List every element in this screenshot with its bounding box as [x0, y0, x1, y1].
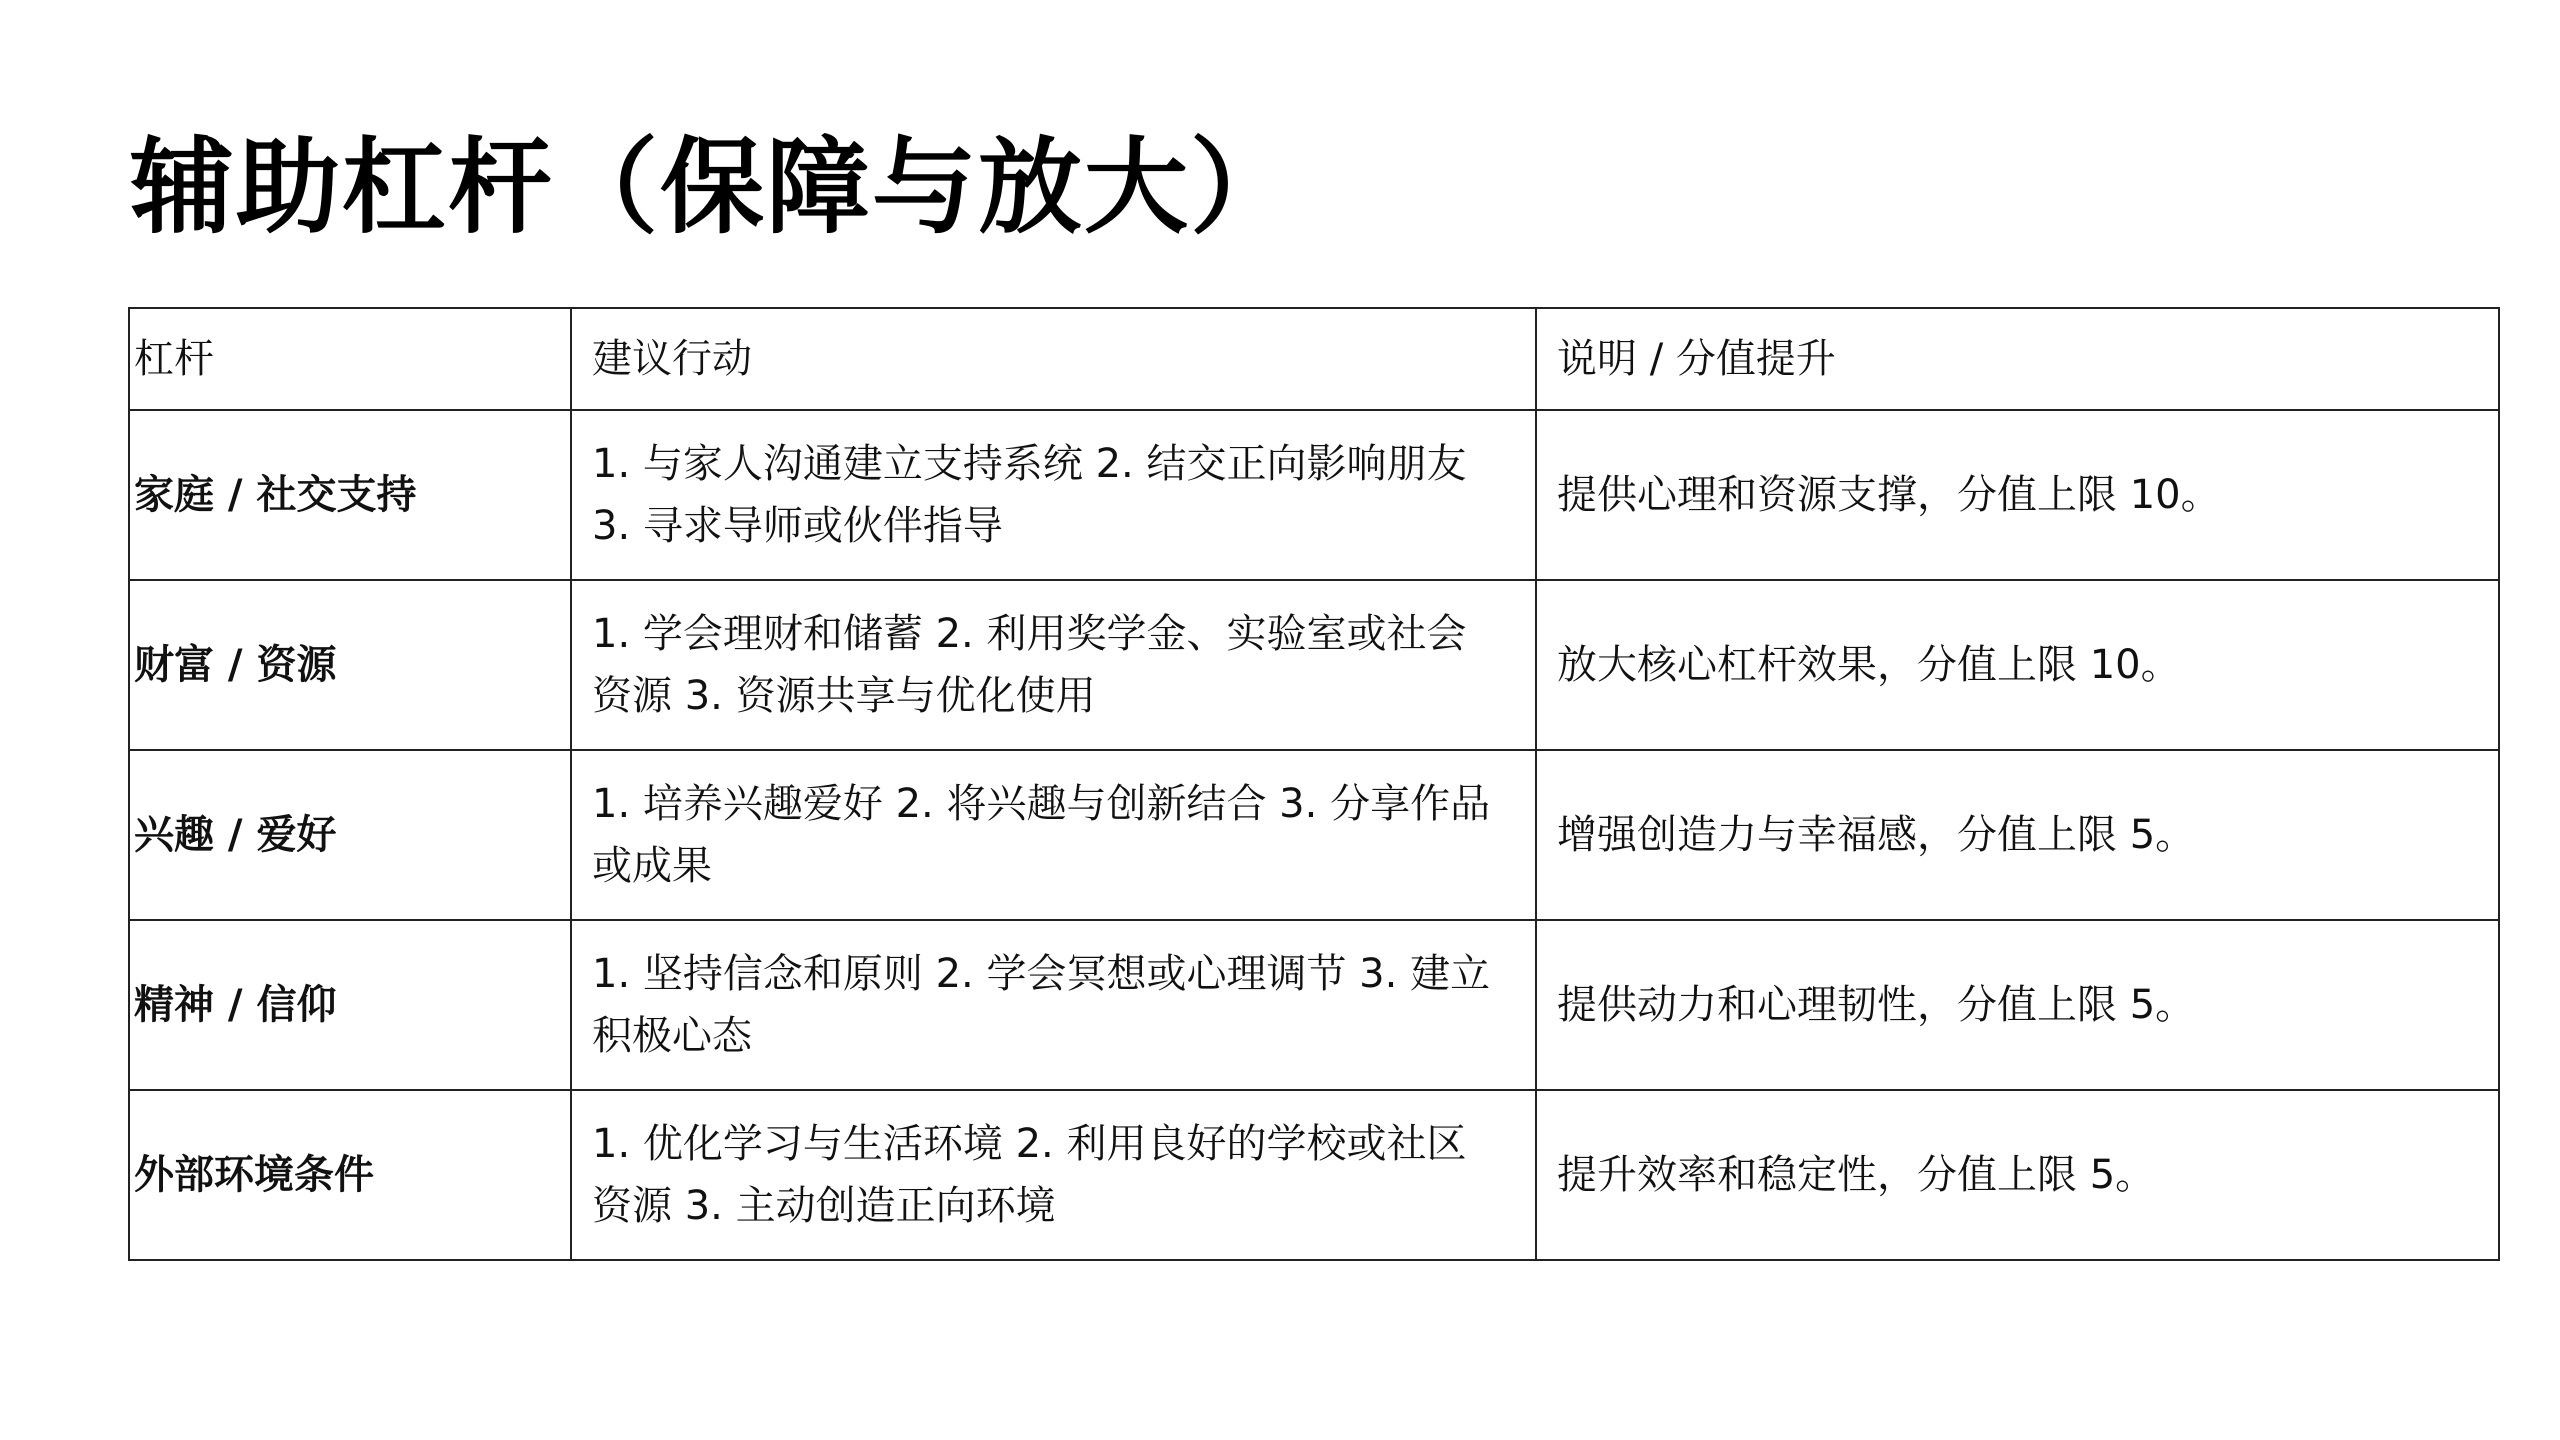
lever-table: [128, 307, 2500, 1261]
column-header-note: 说明 / 分值提升: [1536, 308, 2499, 410]
table-row: [129, 410, 2499, 580]
lever-cell: 外部环境条件: [129, 1090, 571, 1260]
note-cell: 提供动力和心理韧性，分值上限 5。: [1536, 920, 2499, 1090]
table-row: [129, 920, 2499, 1090]
note-cell: 放大核心杠杆效果，分值上限 10。: [1536, 580, 2499, 750]
page-title: 辅助杠杆（保障与放大）: [130, 126, 1297, 248]
column-header-lever: 杠杆: [129, 308, 571, 410]
action-cell: 1. 学会理财和储蓄 2. 利用奖学金、实验室或社会资源 3. 资源共享与优化使用: [571, 580, 1536, 750]
lever-cell: 财富 / 资源: [129, 580, 571, 750]
table-row: [129, 1090, 2499, 1260]
action-cell: 1. 优化学习与生活环境 2. 利用良好的学校或社区资源 3. 主动创造正向环境: [571, 1090, 1536, 1260]
lever-cell: 兴趣 / 爱好: [129, 750, 571, 920]
action-cell: 1. 培养兴趣爱好 2. 将兴趣与创新结合 3. 分享作品或成果: [571, 750, 1536, 920]
note-cell: 提升效率和稳定性，分值上限 5。: [1536, 1090, 2499, 1260]
table-header-row: [129, 308, 2499, 410]
lever-cell: 家庭 / 社交支持: [129, 410, 571, 580]
note-cell: 增强创造力与幸福感，分值上限 5。: [1536, 750, 2499, 920]
action-cell: 1. 与家人沟通建立支持系统 2. 结交正向影响朋友 3. 寻求导师或伙伴指导: [571, 410, 1536, 580]
lever-cell: 精神 / 信仰: [129, 920, 571, 1090]
table-row: [129, 750, 2499, 920]
table-row: [129, 580, 2499, 750]
column-header-action: 建议行动: [571, 308, 1536, 410]
action-cell: 1. 坚持信念和原则 2. 学会冥想或心理调节 3. 建立积极心态: [571, 920, 1536, 1090]
note-cell: 提供心理和资源支撑，分值上限 10。: [1536, 410, 2499, 580]
